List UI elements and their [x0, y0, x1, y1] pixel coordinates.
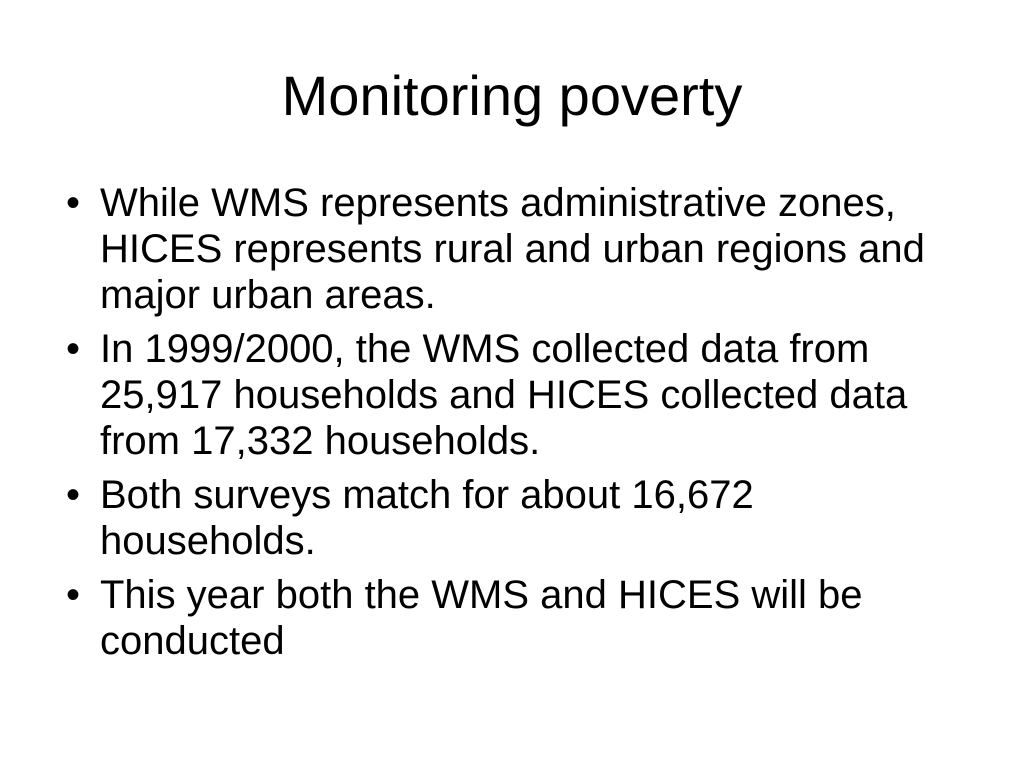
- bullet-item: [58, 180, 958, 318]
- bullet-icon: •: [65, 327, 80, 371]
- bullet-icon: •: [65, 181, 80, 225]
- bullet-text: In 1999/2000, the WMS collected data from 25,917 households and HICES collected data from 17,332 households.: [100, 327, 908, 463]
- bullet-item: [58, 472, 958, 564]
- bullet-icon: •: [65, 573, 80, 617]
- bullet-text: Both surveys match for about 16,672 households.: [100, 473, 754, 563]
- bullet-icon: •: [65, 473, 80, 517]
- bullet-text: This year both the WMS and HICES will be conducted: [100, 573, 863, 663]
- bullet-item: [58, 572, 958, 664]
- bullet-item: [58, 326, 958, 464]
- bullet-text: While WMS represents administrative zones, HICES represents rural and urban regions and major urban areas.: [100, 181, 925, 317]
- slide-title: Monitoring poverty: [281, 64, 743, 127]
- bullet-list: [58, 180, 958, 672]
